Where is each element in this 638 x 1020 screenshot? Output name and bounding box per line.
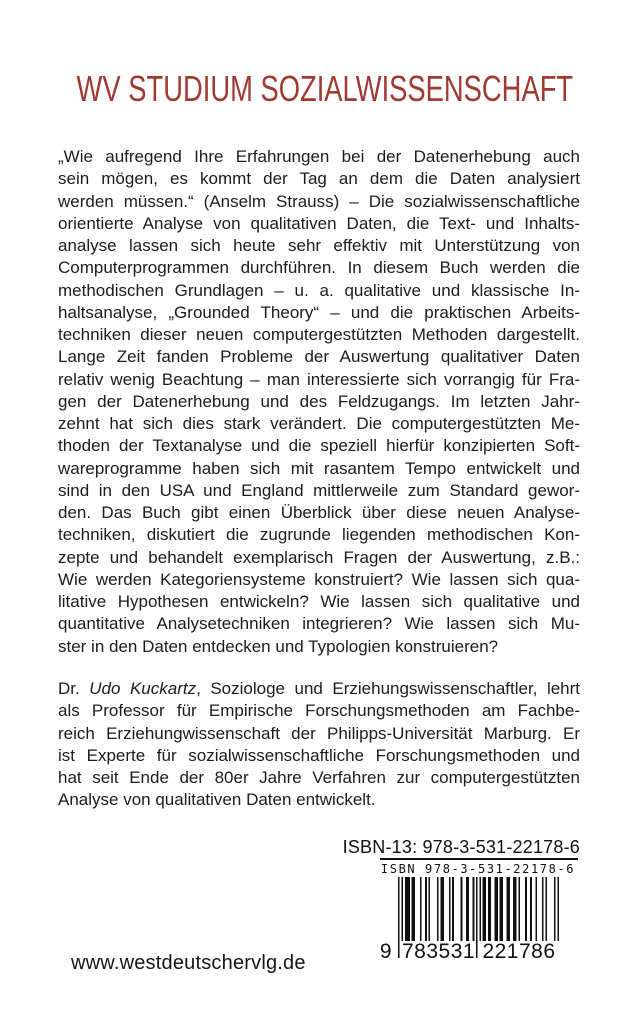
barcode-bar bbox=[495, 877, 498, 943]
barcode-bar bbox=[412, 877, 415, 943]
description-line: den. Das Buch gibt einen Überblick über diese neuen Analyse- bbox=[58, 503, 580, 522]
barcode-bar bbox=[437, 877, 439, 943]
author-line-prefix: Dr. bbox=[58, 679, 90, 698]
barcode-bar bbox=[518, 877, 520, 943]
barcode-bar bbox=[500, 877, 503, 943]
barcode-bar bbox=[452, 877, 454, 943]
author-line: reich Erziehungwissenschaft der Philipps-Universität Marburg. Er bbox=[58, 723, 580, 743]
description-line: orientierte Analyse von qualitativen Daten, die Text- und Inhalts- bbox=[58, 213, 580, 233]
barcode-bar bbox=[530, 877, 532, 943]
series-title: WV STUDIUM SOZIALWISSENSCHAFT bbox=[76, 68, 574, 109]
author-line: als Professor für Empirische Forschungsmethoden am Fachbe- bbox=[58, 701, 580, 721]
author-line-rest: , Soziologe und Erziehungswissenschaftler, lehrt bbox=[196, 679, 581, 698]
description-line: Lange Zeit fanden Probleme der Auswertung qualitativer Daten bbox=[58, 347, 580, 367]
description-line: gen der Datenerhebung und des Feldzugangs. Im letzten Jahr- bbox=[58, 391, 580, 411]
description-line: zepte und behandelt exemplarisch Fragen der Auswertung, z.B.: bbox=[58, 547, 580, 567]
barcode-bar bbox=[461, 877, 463, 943]
barcode-bar bbox=[513, 877, 516, 943]
barcode-isbn-text: ISBN 978-3-531-22178-6 bbox=[380, 862, 576, 876]
barcode-digit-group-1: 783531 bbox=[402, 940, 476, 963]
description-line: haltsanalyse, „Grounded Theory“ – und die praktischen Arbeits- bbox=[58, 302, 580, 322]
description-line: ster in den Daten entdecken und Typologien konstruieren? bbox=[58, 636, 499, 656]
barcode-bar bbox=[440, 877, 443, 943]
description-paragraph bbox=[58, 146, 580, 658]
description-line: techniken, diskutiert die zugrunde liegenden methodischen Kon- bbox=[58, 525, 580, 545]
barcode-bar bbox=[542, 877, 544, 943]
barcode-digit-lead: 9 bbox=[377, 941, 395, 962]
barcode-bar bbox=[473, 877, 475, 943]
barcode-bar bbox=[488, 877, 491, 943]
description-line: methodischen Grundlagen – u. a. qualitative und klassische In- bbox=[58, 280, 580, 300]
barcode-bar bbox=[466, 877, 469, 943]
author-line: hat seit Ende der 80er Jahre Verfahren zur computergestützten bbox=[58, 768, 580, 787]
description-line: sind in den USA und England mittlerweile zum Standard gewor- bbox=[58, 480, 580, 500]
description-line: relativ wenig Beachtung – man interessierte sich vorrangig für Fra- bbox=[58, 369, 580, 389]
barcode-bar bbox=[525, 877, 527, 943]
barcode-separator-line bbox=[380, 858, 578, 860]
publisher-url: www.westdeutschervlg.de bbox=[71, 952, 306, 974]
author-line bbox=[58, 678, 580, 700]
barcode-bar bbox=[449, 877, 451, 943]
description-line: „Wie aufregend Ihre Erfahrungen bei der Datenerhebung auch bbox=[58, 147, 580, 166]
barcode-digit-group-2: 221786 bbox=[479, 941, 559, 962]
barcode-bar bbox=[483, 877, 486, 943]
barcode-bar bbox=[420, 877, 422, 943]
description-line: werden müssen.“ (Anselm Strauss) – Die sozialwissenschaftliche bbox=[58, 191, 580, 211]
description-line: wareprogramme haben sich mit rasantem Tempo entwickelt und bbox=[58, 458, 580, 478]
barcode-bar bbox=[506, 877, 509, 943]
author-line: ist Experte für sozialwissenschaftliche Forschungsmethoden und bbox=[58, 745, 580, 765]
description-line: thoden der Textanalyse und die speziell hierfür konzipierten Soft- bbox=[58, 436, 580, 456]
barcode-bar bbox=[535, 877, 537, 943]
description-line: Wie werden Kategoriensysteme konstruiert? Wie lassen sich qua- bbox=[58, 569, 580, 589]
description-line: quantitative Analysetechniken integrieren? Wie lassen sich Mu- bbox=[58, 614, 580, 634]
barcode-bar bbox=[425, 877, 427, 943]
barcode-bar bbox=[476, 877, 478, 958]
author-paragraph bbox=[58, 678, 580, 812]
description-line: techniken dieser neuen computergestützten Methoden dargestellt. bbox=[58, 325, 580, 344]
author-name: Udo Kuckartz bbox=[89, 679, 197, 698]
description-line: Computerprogrammen durchführen. In diesem Buch werden die bbox=[58, 258, 580, 278]
description-line: zehnt hat sich dies stark verändert. Die computergestützten Me- bbox=[58, 414, 580, 433]
barcode-bar bbox=[429, 877, 431, 943]
barcode-bar bbox=[405, 877, 410, 943]
description-line: analyse lassen sich heute sehr effektiv mit Unterstützung von bbox=[58, 236, 580, 255]
isbn13-text: ISBN-13: 978-3-531-22178-6 bbox=[342, 837, 580, 857]
description-line: sein mögen, es kommt der Tag an dem die Daten analysiert bbox=[58, 169, 580, 189]
description-line: litative Hypothesen entwickeln? Wie lassen sich qualitative und bbox=[58, 592, 580, 611]
barcode-bar bbox=[545, 877, 547, 943]
author-line: Analyse von qualitativen Daten entwickelt. bbox=[58, 790, 376, 810]
